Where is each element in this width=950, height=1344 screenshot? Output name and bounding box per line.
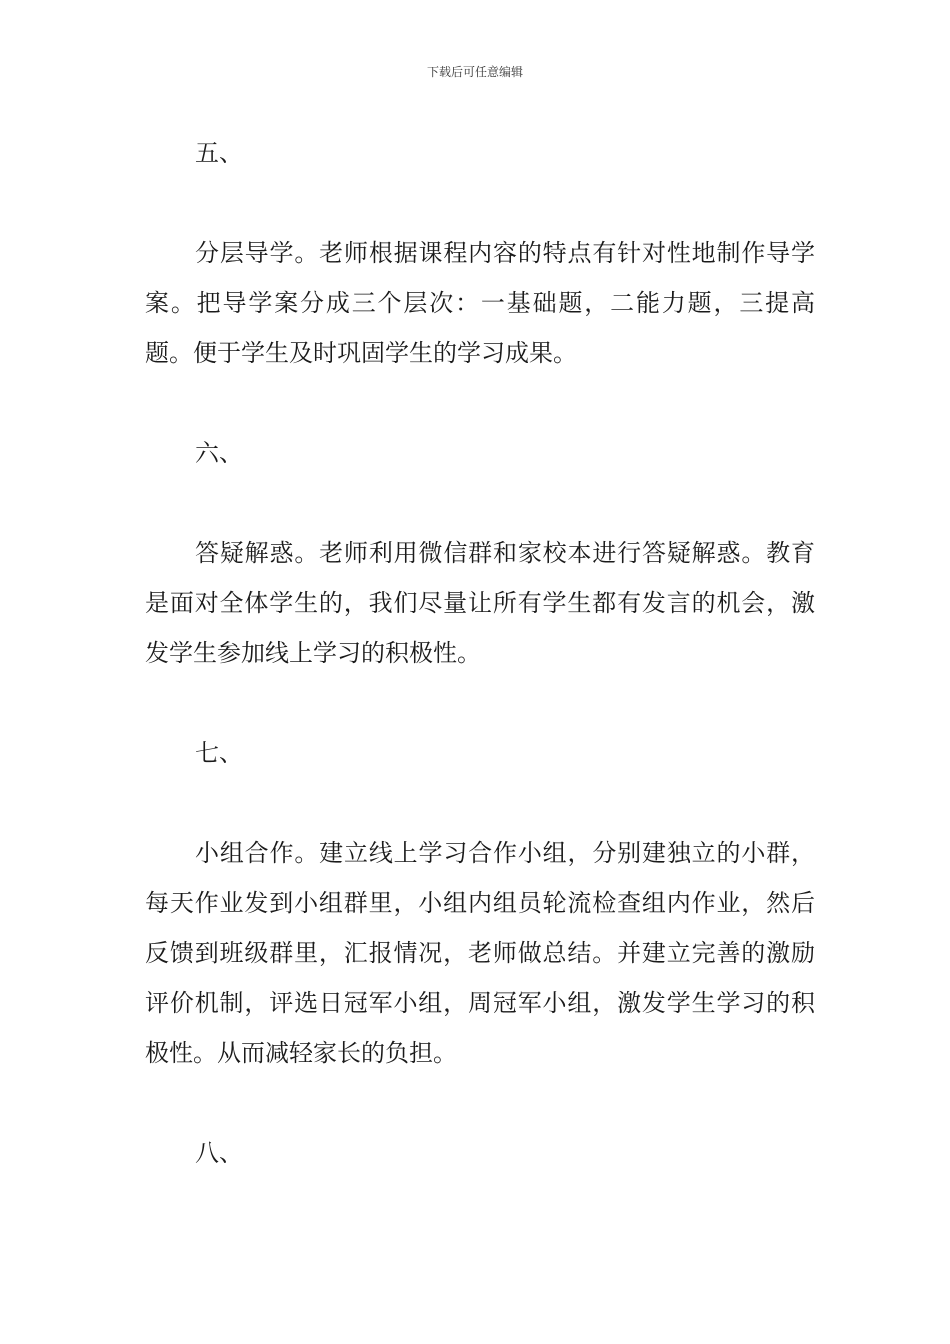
document-body — [145, 128, 815, 1178]
spacer — [145, 378, 815, 428]
section-paragraph-7: 小组合作。建立线上学习合作小组，分别建独立的小群，每天作业发到小组群里，小组内组员轮流检查组内作业，然后反馈到班级群里，汇报情况，老师做总结。并建立完善的激励评价机制，评选日冠军小组，周冠军小组，激发学生学习的积极性。从而减轻家长的负担。 — [145, 839, 815, 1067]
page-header: 下载后可任意编辑 — [426, 65, 523, 79]
section-heading-7: 七、 — [195, 739, 243, 767]
spacer — [145, 778, 815, 828]
spacer — [145, 678, 815, 728]
section-heading-6: 六、 — [195, 439, 243, 467]
section-paragraph-5: 分层导学。老师根据课程内容的特点有针对性地制作导学案。把导学案分成三个层次：一基础题，二能力题，三提高题。便于学生及时巩固学生的学习成果。 — [145, 239, 815, 367]
spacer — [145, 478, 815, 528]
section-heading-8: 八、 — [195, 1139, 243, 1167]
spacer — [145, 1078, 815, 1128]
section-paragraph-6: 答疑解惑。老师利用微信群和家校本进行答疑解惑。教育是面对全体学生的，我们尽量让所有学生都有发言的机会，激发学生参加线上学习的积极性。 — [145, 539, 815, 667]
spacer — [145, 178, 815, 228]
section-heading-5: 五、 — [195, 139, 243, 167]
